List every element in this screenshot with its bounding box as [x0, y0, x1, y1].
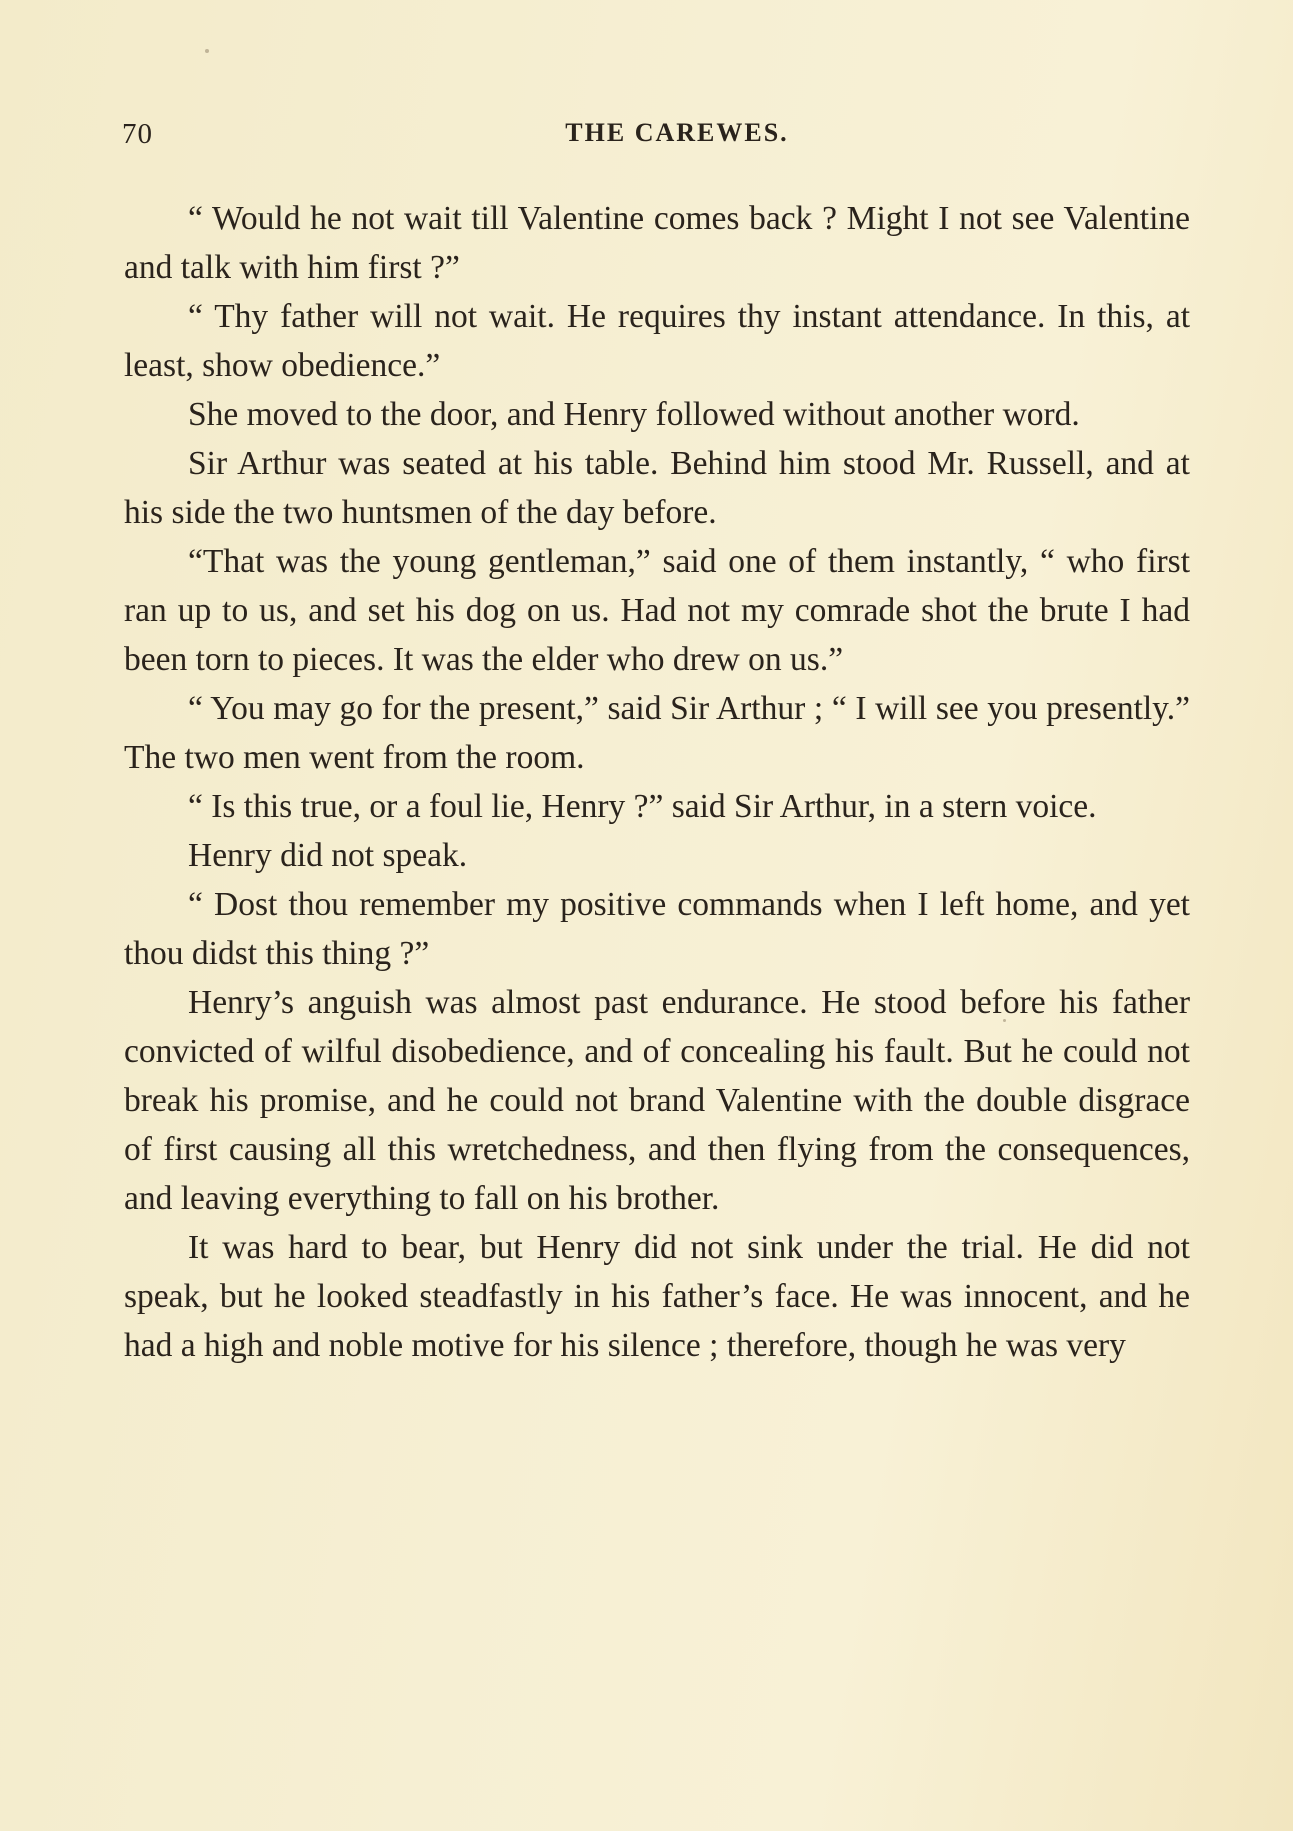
- page-header: [122, 118, 1192, 158]
- paragraph: “ Would he not wait till Valentine comes back ? Might I not see Valentine and talk with him first ?”: [124, 200, 1190, 286]
- paragraph: Sir Arthur was seated at his table. Behind him stood Mr. Russell, and at his side the two huntsmen of the day before.: [124, 445, 1190, 531]
- paragraph: “ Is this true, or a foul lie, Henry ?” said Sir Arthur, in a stern voice.: [188, 788, 1097, 825]
- running-head: THE CAREWES.: [565, 118, 789, 147]
- paragraph: “ Dost thou remember my positive commands when I left home, and yet thou didst this thing ?”: [124, 886, 1190, 972]
- body-text: [124, 194, 1190, 1370]
- paragraph: “ Thy father will not wait. He requires thy instant attendance. In this, at least, show obedience.”: [124, 298, 1190, 384]
- paragraph: She moved to the door, and Henry followed without another word.: [188, 396, 1080, 433]
- paragraph: Henry’s anguish was almost past endurance. He stood before his father convicted of wilful disobedience, and of concealing his fault. But he could not break his promise, and he could not brand Valentine with the double disgrace of first causing all this wretchedness, and then flying from the consequences, and leaving everything to fall on his brother.: [124, 984, 1190, 1217]
- paragraph: “ You may go for the present,” said Sir Arthur ; “ I will see you presently.” The two men went from the room.: [124, 690, 1190, 776]
- paragraph: It was hard to bear, but Henry did not sink under the trial. He did not speak, but he looked steadfastly in his father’s face. He was innocent, and he had a high and noble motive for his silence ; therefore, though he was very: [124, 1229, 1190, 1364]
- paper-speck: [205, 49, 209, 53]
- paragraph: Henry did not speak.: [188, 837, 468, 874]
- paragraph: “That was the young gentleman,” said one of them instantly, “ who first ran up to us, and set his dog on us. Had not my comrade shot the brute I had been torn to pieces. It was the elder who drew on us.”: [124, 543, 1190, 678]
- page-number: 70: [122, 118, 153, 150]
